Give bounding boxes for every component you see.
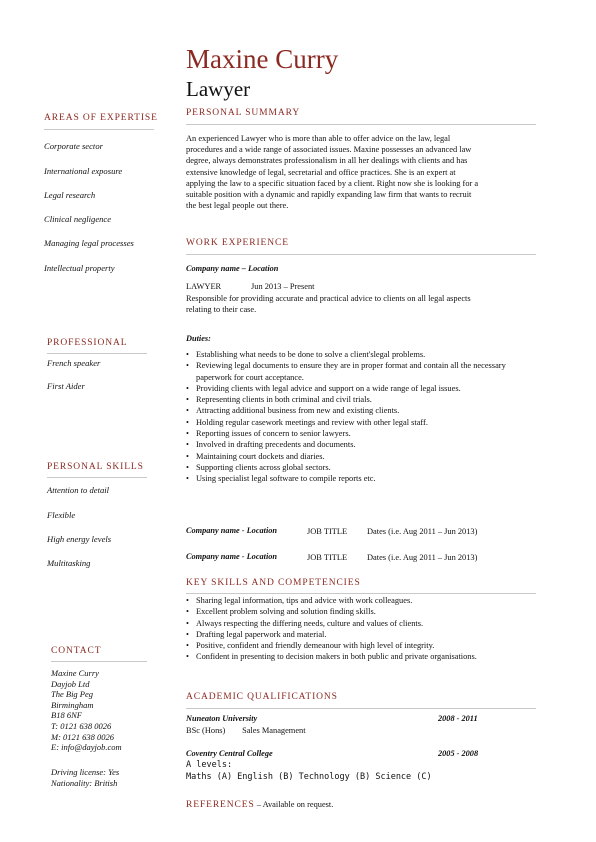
expertise-item: Legal research: [44, 190, 96, 200]
skill-item: • Drafting legal paperwork and material.: [186, 629, 566, 640]
role-description-line: relating to their case.: [186, 305, 257, 315]
school-name: Coventry Central College: [186, 749, 273, 758]
duty-item: • Involved in drafting precedents and documents.: [186, 439, 536, 450]
divider: [186, 124, 536, 125]
duty-item: • Using specialist legal software to compile reports etc.: [186, 473, 536, 484]
job-title: Lawyer: [186, 77, 251, 101]
references-row: [186, 794, 333, 812]
contact-address: The Big Peg: [51, 689, 94, 700]
school-years: 2005 - 2008: [438, 749, 479, 758]
expertise-item: Corporate sector: [44, 141, 103, 151]
duties-list: [186, 349, 536, 485]
divider: [186, 254, 536, 255]
expertise-heading: AREAS OF EXPERTISE: [44, 113, 158, 123]
candidate-name: Maxine Curry: [186, 44, 339, 74]
skill-item: • Positive, confident and friendly demeanour with high level of integrity.: [186, 640, 566, 651]
skill-item: • Always respecting the differing needs, culture and values of clients.: [186, 618, 566, 629]
summary-line: degree, always demonstrates professionalism in all her dealings with clients and has: [186, 156, 468, 166]
role-dates: Jun 2013 – Present: [251, 282, 315, 291]
contact-city: Birmingham: [51, 699, 94, 710]
contact-company: Dayjob Ltd: [51, 678, 90, 689]
skill-item: • Sharing legal information, tips and advice with work colleagues.: [186, 595, 566, 606]
professional-item: French speaker: [47, 358, 101, 368]
skills-list: [186, 595, 566, 663]
role-description: [186, 293, 566, 315]
professional-heading: PROFESSIONAL: [47, 338, 128, 348]
duty-item: • Supporting clients across global sectors.: [186, 462, 536, 473]
summary-line: extensive knowledge of legal, secretarial and office practices. She is an expert at: [186, 167, 456, 177]
contact-postcode: B18 6NF: [51, 710, 82, 721]
contact-mobile[interactable]: M: 0121 638 0026: [51, 731, 115, 742]
contact-name: Maxine Curry: [51, 668, 99, 678]
skills-heading: KEY SKILLS AND COMPETENCIES: [186, 578, 361, 588]
references-text: – Available on request.: [254, 800, 334, 809]
personal-skill-item: Flexible: [47, 510, 76, 520]
role-description-line: Responsible for providing accurate and practical advice to clients on all legal aspects: [186, 294, 471, 303]
skill-item: • Confident in presenting to decision makers in both public and private organisations.: [186, 651, 566, 662]
education-heading: ACADEMIC QUALIFICATIONS: [186, 692, 338, 702]
prev-dates: Dates (i.e. Aug 2011 – Jun 2013): [367, 527, 478, 536]
prev-job-title: JOB TITLE: [307, 527, 348, 536]
nationality: Nationality: British: [51, 778, 118, 788]
divider: [47, 477, 147, 478]
contact-email[interactable]: E: info@dayjob.com: [51, 742, 122, 753]
duty-item: • Maintaining court dockets and diaries.: [186, 451, 536, 462]
divider: [44, 129, 154, 130]
duty-item: • Establishing what needs to be done to solve a client'slegal problems.: [186, 349, 536, 360]
duties-label: Duties:: [186, 334, 211, 343]
summary-line: suitable position with a dynamic and rapidly expanding law firm that wants to recruit: [186, 190, 472, 200]
divider: [186, 593, 536, 594]
summary-line: procedures and a wide range of associated issues. Maxine possesses an advanced law: [186, 145, 472, 155]
duty-item: • Reporting issues of concern to senior lawyers.: [186, 428, 536, 439]
divider: [47, 353, 147, 354]
expertise-item: Intellectual property: [44, 263, 115, 273]
company-location: Company name – Location: [186, 264, 279, 273]
summary-line: applying the law to a specific situation faced by a client. Right now she is looking for a: [186, 178, 479, 188]
prev-company: Company name - Location: [186, 526, 278, 535]
contact-heading: CONTACT: [51, 646, 102, 656]
alevels-grades: Maths (A) English (B) Technology (B) Science (C): [186, 772, 432, 782]
role-title: LAWYER: [186, 282, 222, 291]
school-years: 2008 - 2011: [438, 714, 478, 723]
divider: [186, 708, 536, 709]
prev-dates: Dates (i.e. Aug 2011 – Jun 2013): [367, 553, 478, 562]
contact-phone[interactable]: T: 0121 638 0026: [51, 720, 112, 731]
summary-line: the best legal people out there.: [186, 201, 289, 211]
driving-license: Driving license: Yes: [51, 767, 120, 777]
school-name: Nuneaton University: [186, 714, 258, 723]
skill-item: • Excellent problem solving and solution finding skills.: [186, 606, 566, 617]
summary-line: An experienced Lawyer who is more than able to offer advice on the law, legal: [186, 134, 451, 143]
expertise-item: International exposure: [44, 166, 123, 176]
prev-company: Company name - Location: [186, 552, 278, 561]
divider: [51, 661, 147, 662]
personal-skill-item: High energy levels: [47, 534, 112, 544]
personal-skill-item: Attention to detail: [47, 485, 110, 495]
contact-block: [51, 668, 122, 753]
duty-item: • Representing clients in both criminal and civil trials.: [186, 394, 536, 405]
expertise-item: Managing legal processes: [44, 238, 134, 248]
prev-job-title: JOB TITLE: [307, 553, 348, 562]
summary-text: [186, 133, 566, 211]
personal-skill-item: Multitasking: [47, 558, 91, 568]
alevels-label: A levels:: [186, 760, 233, 770]
expertise-item: Clinical negligence: [44, 214, 112, 224]
duty-item: • Providing clients with legal advice and support on a wide range of legal issues.: [186, 383, 536, 394]
duty-item: • Reviewing legal documents to ensure they are in proper format and contain all the necessary paperwork for court acceptance.: [186, 360, 536, 383]
duty-item: • Attracting additional business from new and existing clients.: [186, 405, 536, 416]
degree-detail: BSc (Hons) Sales Management: [186, 726, 306, 735]
summary-heading: PERSONAL SUMMARY: [186, 108, 301, 118]
experience-heading: WORK EXPERIENCE: [186, 238, 289, 248]
personal-skills-heading: PERSONAL SKILLS: [47, 462, 144, 472]
references-heading: REFERENCES: [186, 800, 255, 810]
professional-item: First Aider: [47, 381, 85, 391]
duty-item: • Holding regular casework meetings and review with other legal staff.: [186, 417, 536, 428]
